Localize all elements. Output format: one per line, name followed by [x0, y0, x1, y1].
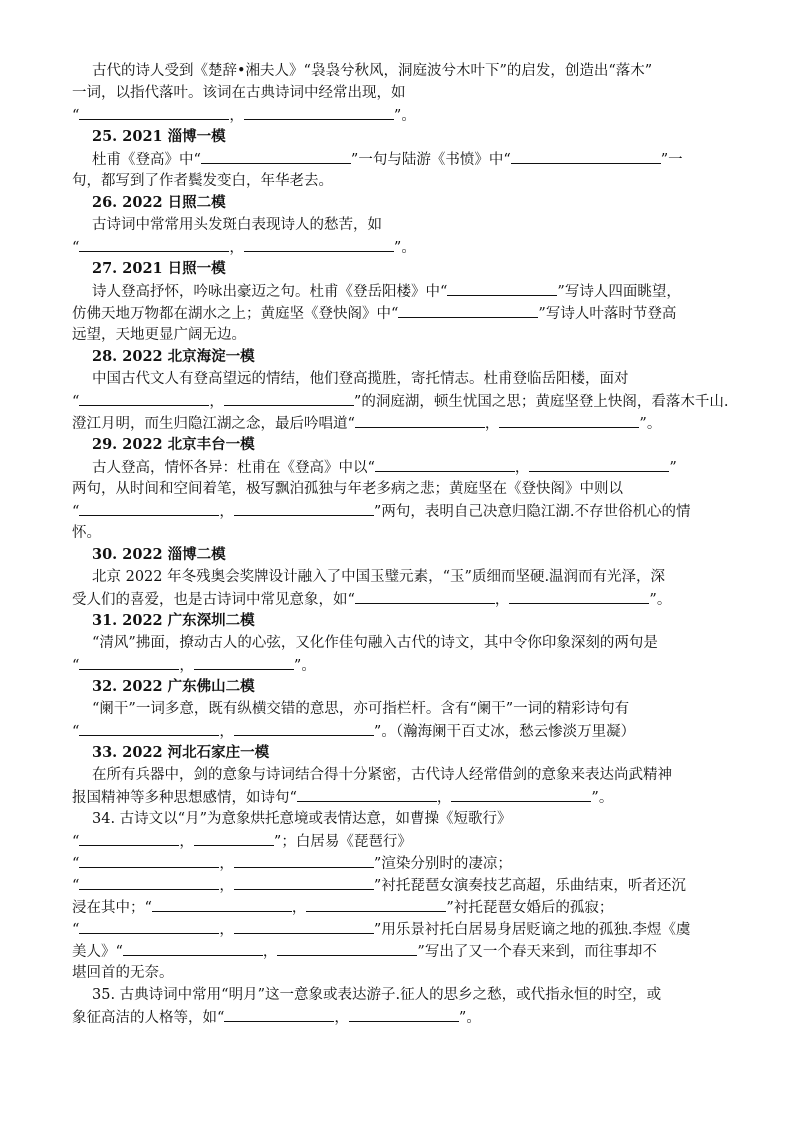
text-segment: 怀。	[72, 525, 101, 541]
text-line	[72, 390, 732, 412]
question-heading	[72, 434, 732, 456]
text-line	[72, 852, 732, 874]
text-line	[72, 654, 732, 676]
text-segment: ”。（瀚海阑干百丈冰，愁云惨淡万里凝）	[373, 724, 636, 740]
answer-blank[interactable]	[509, 588, 649, 604]
answer-blank[interactable]	[201, 148, 351, 164]
answer-blank[interactable]	[451, 786, 591, 802]
question-heading	[72, 258, 732, 280]
answer-blank[interactable]	[123, 940, 263, 956]
text-segment: 远望，天地更显广阔无边。	[72, 327, 246, 343]
text-line	[72, 302, 732, 324]
answer-blank[interactable]	[79, 236, 229, 252]
answer-blank[interactable]	[234, 500, 374, 516]
text-segment: 澄江月明，而生归隐江湖之念，最后吟唱道“	[72, 416, 355, 432]
text-segment: 古代的诗人受到《楚辞•湘夫人》“袅袅兮秋风，洞庭波兮木叶下”的启发，创造出“落木”	[92, 63, 653, 79]
text-segment: 两句，从时间和空间着笔，极写飘泊孤独与年老多病之悲；黄庭坚在《登快阁》中则以	[72, 481, 623, 497]
text-line	[72, 478, 732, 500]
text-segment: “	[72, 856, 80, 872]
text-segment: ，	[209, 394, 224, 410]
question-heading	[72, 742, 732, 764]
text-segment: 浸在其中；“	[72, 900, 152, 916]
text-segment: 象征高洁的人格等，如“	[72, 1010, 225, 1026]
question-heading	[72, 126, 732, 148]
text-segment: 受人们的喜爱，也是古诗词中常见意象，如“	[72, 592, 355, 608]
question-number: 32. 2022 广东佛山二模	[92, 678, 255, 695]
text-segment: “	[72, 240, 80, 256]
text-segment: 一词，以指代落叶。该词在古典诗词中经常出现，如	[72, 85, 406, 101]
answer-blank[interactable]	[355, 412, 485, 428]
text-segment: 堪回首的无奈。	[72, 965, 174, 981]
answer-blank[interactable]	[79, 918, 219, 934]
answer-blank[interactable]	[447, 280, 557, 296]
text-segment: ”。	[649, 592, 672, 608]
text-segment: 报国精神等多种思想感情，如诗句“	[72, 790, 297, 806]
text-segment: 古诗词中常常用头发斑白表现诗人的愁苦，如	[92, 217, 382, 233]
text-segment: 北京 2022 年冬残奥会奖牌设计融入了中国玉璧元素，“玉”质细而坚硬.温润而有光泽，深	[92, 569, 666, 585]
text-segment: 在所有兵器中，剑的意象与诗词结合得十分紧密，古代诗人经常借剑的意象来表达尚武精神	[92, 767, 672, 783]
text-segment: ”写出了又一个春天来到，而往事却不	[417, 944, 657, 960]
text-segment: ”两句，表明自己决意归隐江湖.不存世俗机心的情	[373, 504, 691, 520]
answer-blank[interactable]	[194, 654, 294, 670]
answer-blank[interactable]	[499, 412, 639, 428]
text-segment: 34. 古诗文以“月”为意象烘托意境或表情达意，如曹操《短歌行》	[92, 811, 512, 827]
text-segment: “阑干”一词多意，既有纵横交错的意思，亦可指栏杆。含有“阑干”一词的精彩诗句有	[92, 701, 630, 717]
text-segment: ”衬托琵琶女演奏技艺高超，乐曲结束，听者还沉	[373, 878, 686, 894]
question-list	[72, 60, 732, 1028]
text-line	[72, 896, 732, 918]
question-number: 30. 2022 淄博二模	[92, 546, 226, 563]
text-segment: “清风”拂面，撩动古人的心弦，又化作佳句融入古代的诗文，其中令你印象深刻的两句是	[92, 635, 658, 651]
text-line	[72, 214, 732, 236]
question-heading	[72, 192, 732, 214]
answer-blank[interactable]	[529, 456, 669, 472]
question-heading	[72, 610, 732, 632]
text-line	[72, 588, 732, 610]
answer-blank[interactable]	[234, 918, 374, 934]
question-heading	[72, 676, 732, 698]
text-segment: ”用乐景衬托白居易身居贬谪之地的孤独.李煜《虞	[373, 922, 691, 938]
text-segment: ，	[219, 878, 234, 894]
text-segment: ，	[179, 658, 194, 674]
answer-blank[interactable]	[244, 236, 394, 252]
question-number: 26. 2022 日照二模	[92, 194, 226, 211]
text-line	[72, 104, 732, 126]
text-line	[72, 456, 732, 478]
text-segment: ，	[291, 900, 307, 916]
text-segment: “	[72, 504, 80, 520]
answer-blank[interactable]	[234, 874, 374, 890]
answer-blank[interactable]	[398, 302, 538, 318]
text-segment: ”。	[393, 240, 416, 256]
answer-blank[interactable]	[79, 720, 219, 736]
text-line	[72, 170, 732, 192]
text-segment: ”。	[393, 108, 416, 124]
text-line	[72, 786, 732, 808]
text-line	[72, 236, 732, 258]
text-line	[72, 720, 732, 742]
text-line	[72, 566, 732, 588]
text-line	[72, 918, 732, 940]
text-line	[72, 324, 732, 346]
text-segment: ”。	[639, 416, 662, 432]
text-line	[72, 830, 732, 852]
question-number: 25. 2021 淄博一模	[92, 128, 226, 145]
answer-blank[interactable]	[511, 148, 661, 164]
text-segment: 诗人登高抒怀，吟咏出豪迈之句。杜甫《登岳阳楼》中“	[92, 284, 448, 300]
text-segment: “	[72, 108, 80, 124]
text-segment: ，	[334, 1010, 349, 1026]
text-line	[72, 60, 732, 82]
answer-blank[interactable]	[152, 896, 292, 912]
text-segment: ”渲染分别时的凄凉；	[373, 856, 512, 872]
text-segment: “	[72, 724, 80, 740]
text-line	[72, 632, 732, 654]
text-segment: “	[72, 878, 80, 894]
question-number: 33. 2022 河北石家庄一模	[92, 744, 270, 761]
text-segment: ”一	[660, 152, 683, 168]
answer-blank[interactable]	[79, 104, 229, 120]
answer-blank[interactable]	[355, 588, 495, 604]
text-line	[72, 984, 732, 1006]
text-segment: ，	[494, 592, 510, 608]
text-line	[72, 940, 732, 962]
text-segment: 35. 古典诗词中常用“明月”这一意象或表达游子.征人的思乡之愁，或代指永恒的时空，或	[92, 987, 662, 1003]
text-line	[72, 412, 732, 434]
text-segment: ，	[219, 922, 234, 938]
question-number: 29. 2022 北京丰台一模	[92, 436, 255, 453]
answer-blank[interactable]	[234, 852, 374, 868]
text-segment: “	[72, 834, 80, 850]
text-segment: ”衬托琵琶女婚后的孤寂；	[446, 900, 614, 916]
text-segment: ”；白居易《琵琶行》	[273, 834, 412, 850]
question-number: 28. 2022 北京海淀一模	[92, 348, 255, 365]
answer-blank[interactable]	[244, 104, 394, 120]
answer-blank[interactable]	[79, 500, 219, 516]
question-number: 27. 2021 日照一模	[92, 260, 226, 277]
text-line	[72, 698, 732, 720]
answer-blank[interactable]	[349, 1006, 459, 1022]
question-heading	[72, 346, 732, 368]
text-segment: ”。	[293, 658, 316, 674]
text-segment: ”	[669, 460, 677, 476]
answer-blank[interactable]	[375, 456, 515, 472]
answer-blank[interactable]	[79, 874, 219, 890]
text-segment: ，	[229, 240, 244, 256]
text-line	[72, 962, 732, 984]
question-number: 31. 2022 广东深圳二模	[92, 612, 255, 629]
answer-blank[interactable]	[234, 720, 374, 736]
question-heading	[72, 544, 732, 566]
text-segment: ，	[229, 108, 244, 124]
text-segment: 中国古代文人有登高望远的情结，他们登高揽胜，寄托情志。杜甫登临岳阳楼，面对	[92, 371, 629, 387]
answer-blank[interactable]	[224, 1006, 334, 1022]
text-segment: ”。	[458, 1010, 481, 1026]
text-segment: ，	[262, 944, 278, 960]
text-line	[72, 148, 732, 170]
text-segment: 仿佛天地万物都在湖水之上；黄庭坚《登快阁》中“	[72, 306, 399, 322]
text-segment: ，	[514, 460, 530, 476]
text-segment: ，	[219, 504, 234, 520]
text-line	[72, 808, 732, 830]
answer-blank[interactable]	[79, 830, 179, 846]
answer-blank[interactable]	[224, 390, 354, 406]
answer-blank[interactable]	[79, 390, 209, 406]
text-segment: ，	[484, 416, 500, 432]
text-line	[72, 368, 732, 390]
answer-blank[interactable]	[297, 786, 437, 802]
text-segment: 句，都写到了作者鬓发变白，年华老去。	[72, 173, 333, 189]
text-line	[72, 1006, 732, 1028]
text-segment: ，	[436, 790, 452, 806]
text-segment: 杜甫《登高》中“	[92, 152, 201, 168]
text-line	[72, 764, 732, 786]
text-line	[72, 874, 732, 896]
text-segment: ，	[179, 834, 194, 850]
text-segment: ”写诗人四面眺望，	[557, 284, 681, 300]
text-segment: ”写诗人叶落时节登高	[538, 306, 677, 322]
answer-blank[interactable]	[277, 940, 417, 956]
text-segment: “	[72, 922, 80, 938]
answer-blank[interactable]	[194, 830, 274, 846]
text-line	[72, 522, 732, 544]
text-segment: “	[72, 658, 80, 674]
text-line	[72, 500, 732, 522]
text-segment: 美人》“	[72, 944, 123, 960]
text-segment: 古人登高，情怀各异：杜甫在《登高》中以“	[92, 460, 375, 476]
text-line	[72, 280, 732, 302]
text-segment: ，	[219, 856, 234, 872]
text-segment: “	[72, 394, 80, 410]
text-segment: ”一句与陆游《书愤》中“	[350, 152, 511, 168]
text-segment: ”。	[591, 790, 614, 806]
text-segment: ”的洞庭湖，顿生忧国之思；黄庭坚登上快阁，看落木千山.	[353, 394, 729, 410]
answer-blank[interactable]	[306, 896, 446, 912]
text-line	[72, 82, 732, 104]
answer-blank[interactable]	[79, 654, 179, 670]
answer-blank[interactable]	[79, 852, 219, 868]
text-segment: ，	[219, 724, 234, 740]
